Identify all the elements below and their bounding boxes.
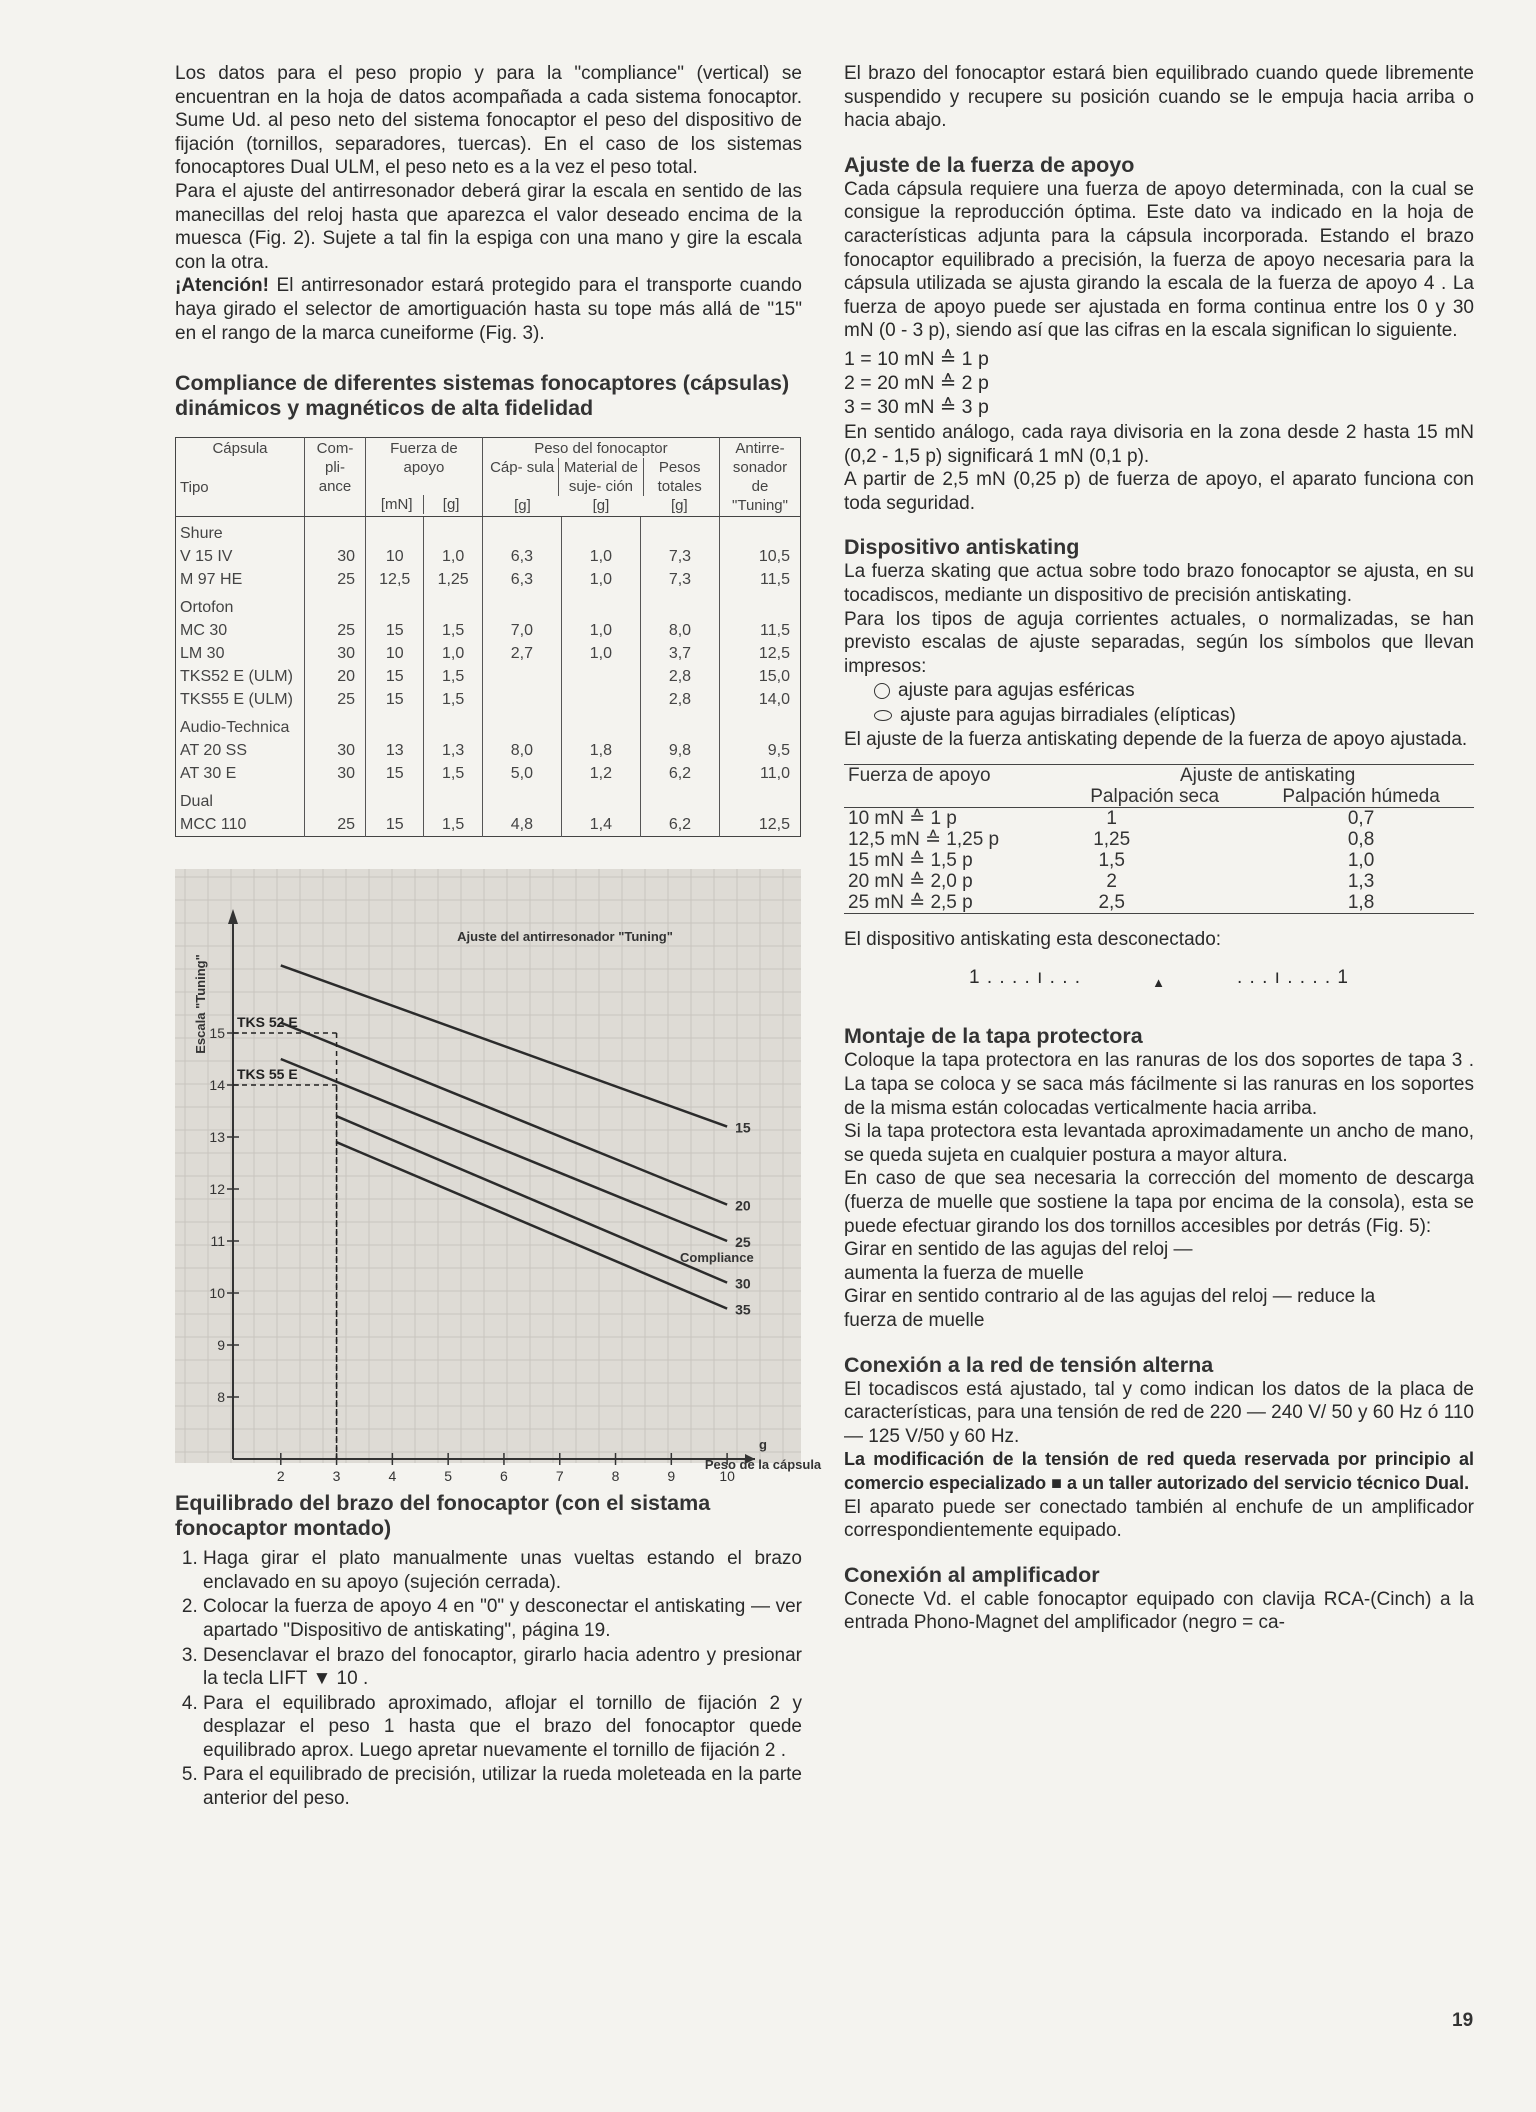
step-5: 5. Para el equilibrado de precisión, utilizar la rueda moleteada en la parte anterior del peso. bbox=[203, 1763, 802, 1810]
y-tick-label: 12 bbox=[209, 1181, 225, 1198]
y-tick-label: 14 bbox=[209, 1077, 225, 1094]
y-axis-label: Escala "Tuning" bbox=[193, 954, 208, 1054]
tuning-chart-svg bbox=[175, 869, 822, 1485]
cell-mn: 15 bbox=[366, 762, 424, 785]
cell-comp: 30 bbox=[305, 545, 366, 568]
symbol-elliptical-label: ajuste para agujas birradiales (elípticas) bbox=[900, 705, 1236, 727]
marker-label: TKS 52 E bbox=[237, 1014, 298, 1031]
cell-mat: 1,0 bbox=[561, 642, 640, 665]
anti-cell-dry: 2 bbox=[1106, 870, 1117, 892]
cell-tot: 7,3 bbox=[640, 545, 719, 568]
table-group-row bbox=[176, 711, 801, 739]
cell-tot: 2,8 bbox=[640, 665, 719, 688]
x-tick-label: 5 bbox=[444, 1468, 453, 1485]
table-group-row bbox=[176, 591, 801, 619]
header-capsula: Cápsula Tipo bbox=[176, 438, 305, 517]
cell-cap: 6,3 bbox=[482, 545, 561, 568]
symbol-elliptical bbox=[844, 703, 1474, 728]
antiskating-paragraph-3: El ajuste de la fuerza antiskating depende de la fuerza de apoyo ajustada. bbox=[844, 729, 1468, 751]
cell-tot: 2,8 bbox=[640, 688, 719, 711]
cell-tot: 6,2 bbox=[640, 813, 719, 837]
table-row bbox=[176, 545, 801, 568]
cell-tun: 9,5 bbox=[720, 739, 801, 762]
cell-cap: 8,0 bbox=[482, 739, 561, 762]
cell-tot: 8,0 bbox=[640, 619, 719, 642]
anti-cell-force: 15 mN ≙ 1,5 p bbox=[848, 849, 973, 871]
series-label: 30 bbox=[735, 1275, 751, 1292]
anti-row bbox=[844, 850, 1474, 871]
anti-cell-force: 20 mN ≙ 2,0 p bbox=[848, 870, 973, 892]
cell-tun: 12,5 bbox=[720, 642, 801, 665]
cell-g: 1,5 bbox=[424, 688, 482, 711]
table-group-name: Shure bbox=[180, 525, 223, 543]
step-3: 3. Desenclavar el brazo del fonocaptor, girarlo hacia adentro y presionar la tecla LIFT ▼ 10 . bbox=[203, 1644, 802, 1691]
cell-comp: 30 bbox=[305, 739, 366, 762]
amp-paragraph: Conecte Vd. el cable fonocaptor equipado con clavija RCA-(Cinch) a la entrada Phono-Magnet del amplificador (negro = ca- bbox=[844, 1588, 1474, 1634]
antiskating-table-body bbox=[844, 807, 1474, 913]
series-label: 20 bbox=[735, 1197, 751, 1214]
series-line bbox=[281, 1023, 727, 1205]
tuning-chart bbox=[175, 869, 822, 1485]
antiskating-scale bbox=[969, 967, 1349, 990]
series-label: 15 bbox=[735, 1119, 751, 1136]
scale-mark-icon: ▲ bbox=[1152, 975, 1166, 991]
antiskating-heading: Dispositivo antiskating bbox=[844, 535, 1080, 560]
cell-mat: 1,4 bbox=[561, 813, 640, 837]
x-tick-label: 10 bbox=[719, 1468, 735, 1485]
cell-mat bbox=[561, 665, 640, 688]
marker-label: TKS 55 E bbox=[237, 1066, 298, 1083]
cell-mn: 10 bbox=[366, 545, 424, 568]
x-tick-label: 7 bbox=[555, 1468, 564, 1485]
cell-g: 1,3 bbox=[424, 739, 482, 762]
antiskating-paragraph-1: La fuerza skating que actua sobre todo brazo fonocaptor se ajusta, en su tocadiscos, mediante un dispositivo de precisión antiskating. bbox=[844, 561, 1474, 606]
x-tick-label: 2 bbox=[276, 1468, 285, 1485]
x-tick-label: 8 bbox=[611, 1468, 620, 1485]
cell-comp: 30 bbox=[305, 762, 366, 785]
intro-paragraph-1: Los datos para el peso propio y para la "compliance" (vertical) se encuentran en la hoja de datos acompañada a cada sistema fonocaptor. Sume Ud. al peso neto del sistema fonocaptor el peso del dispositivo de fijación (tornillos, separadores, tuercas). En el caso de los sistemas fonocaptores Dual ULM, el peso neto es a la vez el peso total. bbox=[175, 63, 802, 179]
cell-comp: 25 bbox=[305, 568, 366, 591]
cover-paragraph-3: En caso de que sea necesaria la corrección del momento de descarga (fuerza de muelle que sostiene la tapa por encima de la consola), esta se puede efectuar girando los dos tornillos accesibles por detrás (Fig. 5): bbox=[844, 1168, 1474, 1237]
left-column bbox=[175, 62, 822, 1812]
x-axis-unit: g bbox=[759, 1437, 767, 1453]
step-2: 2. Colocar la fuerza de apoyo 4 en "0" y desconectar el antiskating — ver apartado "Dispositivo de antiskating", página 19. bbox=[203, 1595, 802, 1642]
anti-header-dry: Palpación seca bbox=[1061, 786, 1248, 808]
cell-mn: 15 bbox=[366, 813, 424, 837]
cell-cap: 5,0 bbox=[482, 762, 561, 785]
attention-label: ¡Atención! bbox=[175, 275, 269, 297]
cell-tun: 15,0 bbox=[720, 665, 801, 688]
cell-tipo: AT 20 SS bbox=[180, 742, 247, 760]
cell-tun: 11,5 bbox=[720, 568, 801, 591]
anti-row bbox=[844, 892, 1474, 914]
symbol-spherical-label: ajuste para agujas esféricas bbox=[898, 680, 1135, 702]
cover-paragraph-1: Coloque la tapa protectora en las ranuras de los dos soportes de tapa 3 . La tapa se coloca y se saca más fácilmente si las ranuras en los soportes de la misma están colocadas verticalmente hacia arriba. bbox=[844, 1050, 1474, 1119]
y-tick-label: 8 bbox=[217, 1389, 225, 1406]
anti-cell-force: 10 mN ≙ 1 p bbox=[848, 807, 957, 829]
cell-mn: 15 bbox=[366, 665, 424, 688]
right-column bbox=[844, 62, 1474, 1635]
force-scale-list bbox=[844, 347, 1474, 419]
cell-comp: 25 bbox=[305, 688, 366, 711]
cell-comp: 25 bbox=[305, 619, 366, 642]
series-line bbox=[337, 1142, 728, 1308]
force-line-1: 1 = 10 mN ≙ 1 p bbox=[844, 347, 989, 370]
x-tick-label: 3 bbox=[332, 1468, 341, 1485]
cell-cap bbox=[482, 688, 561, 711]
cell-g: 1,0 bbox=[424, 642, 482, 665]
force-line-3: 3 = 30 mN ≙ 3 p bbox=[844, 395, 989, 418]
attention-text: El antirresonador estará protegido para el transporte cuando haya girado el selector de amortiguación hasta su tope más allá de "15" en el rango de la marca cuneiforme (Fig. 3). bbox=[175, 275, 802, 344]
intro-paragraph-2: Para el ajuste del antirresonador deberá girar la escala en sentido de las manecillas del reloj hasta que aparezca el valor deseado encima de la muesca (Fig. 2). Sujete a tal fin la espiga con una mano y gire la escala con la otra. bbox=[175, 180, 802, 273]
cell-mat: 1,0 bbox=[561, 619, 640, 642]
table-row bbox=[176, 762, 801, 785]
anti-cell-wet: 1,8 bbox=[1347, 891, 1375, 913]
y-tick-label: 13 bbox=[209, 1129, 225, 1146]
anti-row bbox=[844, 807, 1474, 829]
mains-paragraph-2: La modificación de la tensión de red queda reservada por principio al comercio especializado ■ a un taller autorizado del servicio técnico Dual. bbox=[844, 1449, 1474, 1493]
y-axis-arrow-icon bbox=[228, 909, 238, 924]
table-group-name: Dual bbox=[180, 793, 213, 811]
cell-tot: 9,8 bbox=[640, 739, 719, 762]
cell-g: 1,5 bbox=[424, 619, 482, 642]
header-peso: Peso del fonocaptor Cáp- sula Material de suje- ción Pesos totales [g] [g] [g] bbox=[482, 438, 719, 517]
table-row bbox=[176, 568, 801, 591]
table-row bbox=[176, 619, 801, 642]
cell-cap: 2,7 bbox=[482, 642, 561, 665]
cell-tipo: MC 30 bbox=[180, 622, 228, 640]
step-4: 4. Para el equilibrado aproximado, aflojar el tornillo de fijación 2 y desplazar el peso 1 hasta que el brazo del fonocaptor quede equilibrado aprox. Luego apretar nuevamente el tornillo de fijación 2 . bbox=[203, 1692, 802, 1763]
cell-tipo: LM 30 bbox=[180, 645, 225, 663]
cell-g: 1,25 bbox=[424, 568, 482, 591]
anti-cell-dry: 2,5 bbox=[1098, 891, 1125, 913]
anti-cell-wet: 1,0 bbox=[1347, 849, 1375, 871]
balance-heading: Equilibrado del brazo del fonocaptor (con el sistama fonocaptor montado) bbox=[175, 1491, 711, 1541]
series-line bbox=[281, 966, 727, 1127]
cell-tun: 11,5 bbox=[720, 619, 801, 642]
anti-header-wet: Palpación húmeda bbox=[1248, 786, 1474, 808]
antiskating-off-paragraph: El dispositivo antiskating esta desconectado: bbox=[844, 928, 1222, 950]
compliance-table-body bbox=[176, 517, 801, 837]
anti-cell-wet: 0,7 bbox=[1347, 807, 1375, 829]
header-antirresonador: Antirre- sonador de "Tuning" bbox=[720, 438, 801, 517]
cell-mn: 15 bbox=[366, 619, 424, 642]
balanced-paragraph: El brazo del fonocaptor estará bien equilibrado cuando quede libremente suspendido y recupere su posición cuando se le empuja hacia arriba o hacia abajo. bbox=[844, 63, 1474, 132]
cell-mn: 12,5 bbox=[366, 568, 424, 591]
anti-header-adjust: Ajuste de antiskating bbox=[1179, 764, 1356, 786]
table-group-name: Audio-Technica bbox=[180, 719, 290, 737]
series-label: 35 bbox=[735, 1301, 751, 1318]
circle-icon bbox=[874, 683, 890, 699]
table-group-row bbox=[176, 785, 801, 813]
cell-tot: 7,3 bbox=[640, 568, 719, 591]
anti-cell-wet: 0,8 bbox=[1347, 828, 1375, 850]
legend-title: Compliance bbox=[680, 1249, 754, 1265]
cell-g: 1,5 bbox=[424, 762, 482, 785]
cell-mat: 1,0 bbox=[561, 545, 640, 568]
force-paragraph-2: En sentido análogo, cada raya divisoria en la zona desde 2 hasta 15 mN (0,2 - 1,5 p) significará 1 mN (0,1 p). bbox=[844, 421, 1474, 467]
scale-left: 1 . . . . ı . . . bbox=[969, 967, 1082, 989]
symbol-spherical bbox=[844, 678, 1474, 703]
force-paragraph: Cada cápsula requiere una fuerza de apoyo determinada, con la cual se consigue la reproducción óptima. Este dato va indicado en la hoja de características adjunta para la cápsula incorporada. Estando el brazo fonocaptor equilibrado a precisión, la fuerza de apoyo necesaria para la cápsula utilizada se ajusta girando la escala de la fuerza de apoyo 4 . La fuerza de apoyo puede ser ajustada en forma continua entre los 0 y 30 mN (0 - 3 p), siendo así que las cifras en la escala significan lo siguiente. bbox=[844, 178, 1474, 342]
antiskating-table bbox=[844, 764, 1474, 914]
cell-tun: 12,5 bbox=[720, 813, 801, 837]
cell-tipo: V 15 IV bbox=[180, 548, 233, 566]
cell-tipo: MCC 110 bbox=[180, 816, 247, 834]
table-group-row bbox=[176, 517, 801, 546]
balance-steps bbox=[175, 1547, 802, 1811]
header-fuerza: Fuerza de apoyo [mN] [g] bbox=[366, 438, 483, 517]
cell-cap: 4,8 bbox=[482, 813, 561, 837]
table-row bbox=[176, 642, 801, 665]
anti-cell-dry: 1 bbox=[1106, 807, 1117, 829]
compliance-heading: Compliance de diferentes sistemas fonocaptores (cápsulas) dinámicos y magnéticos de alta fidelidad bbox=[175, 371, 790, 421]
series-label: 25 bbox=[735, 1234, 751, 1251]
cell-mat: 1,8 bbox=[561, 739, 640, 762]
compliance-table bbox=[175, 437, 801, 837]
cell-g: 1,5 bbox=[424, 665, 482, 688]
cell-cap: 7,0 bbox=[482, 619, 561, 642]
cell-mat bbox=[561, 688, 640, 711]
cell-cap: 6,3 bbox=[482, 568, 561, 591]
cell-g: 1,0 bbox=[424, 545, 482, 568]
table-row bbox=[176, 665, 801, 688]
table-row bbox=[176, 688, 801, 711]
cell-tun: 11,0 bbox=[720, 762, 801, 785]
cell-tipo: TKS52 E (ULM) bbox=[180, 668, 293, 686]
anti-cell-dry: 1,25 bbox=[1093, 828, 1131, 850]
anti-cell-force: 12,5 mN ≙ 1,25 p bbox=[848, 828, 1000, 850]
anti-cell-dry: 1,5 bbox=[1098, 849, 1125, 871]
anti-cell-force: 25 mN ≙ 2,5 p bbox=[848, 891, 973, 913]
cell-tun: 14,0 bbox=[720, 688, 801, 711]
mains-paragraph-1: El tocadiscos está ajustado, tal y como indican los datos de la placa de características, para una tensión de red de 220 — 240 V/ 50 y 60 Hz ó 110 — 125 V/50 y 60 Hz. bbox=[844, 1378, 1474, 1447]
x-tick-label: 9 bbox=[667, 1468, 676, 1485]
cell-tun: 10,5 bbox=[720, 545, 801, 568]
chart-title: Ajuste del antirresonador "Tuning" bbox=[457, 929, 673, 945]
cell-tot: 6,2 bbox=[640, 762, 719, 785]
anti-cell-wet: 1,3 bbox=[1347, 870, 1375, 892]
cover-heading: Montaje de la tapa protectora bbox=[844, 1024, 1143, 1049]
x-axis-label: Peso de la cápsula bbox=[704, 1457, 822, 1473]
y-tick-label: 10 bbox=[209, 1285, 225, 1302]
mains-heading: Conexión a la red de tensión alterna bbox=[844, 1352, 1214, 1377]
cell-mat: 1,0 bbox=[561, 568, 640, 591]
antiskating-paragraph-2: Para los tipos de aguja corrientes actuales, o normalizadas, se han previsto escalas de ajuste separadas, según los símbolos que llevan impresos: bbox=[844, 608, 1474, 677]
table-row bbox=[176, 813, 801, 837]
force-paragraph-3: A partir de 2,5 mN (0,25 p) de fuerza de apoyo, el aparato funciona con toda seguridad. bbox=[844, 469, 1474, 514]
cell-tipo: M 97 HE bbox=[180, 571, 243, 589]
mains-paragraph-3: El aparato puede ser conectado también al enchufe de un amplificador correspondientemente equipado. bbox=[844, 1496, 1474, 1542]
cell-g: 1,5 bbox=[424, 813, 482, 837]
anti-header-force: Fuerza de apoyo bbox=[848, 764, 991, 786]
force-heading: Ajuste de la fuerza de apoyo bbox=[844, 152, 1135, 177]
y-tick-label: 9 bbox=[217, 1337, 225, 1354]
cell-tipo: AT 30 E bbox=[180, 765, 237, 783]
cell-comp: 30 bbox=[305, 642, 366, 665]
table-group-name: Ortofon bbox=[180, 599, 234, 617]
amp-heading: Conexión al amplificador bbox=[844, 1562, 1100, 1587]
attention-paragraph bbox=[175, 274, 802, 345]
ellipse-icon bbox=[874, 710, 892, 721]
anti-row bbox=[844, 829, 1474, 850]
cell-mn: 15 bbox=[366, 688, 424, 711]
cell-cap bbox=[482, 665, 561, 688]
anti-row bbox=[844, 871, 1474, 892]
cover-paragraph-2: Si la tapa protectora esta levantada aproximadamente un ancho de mano, se queda sujeta en cualquier postura a mayor altura. bbox=[844, 1121, 1474, 1166]
x-tick-label: 6 bbox=[500, 1468, 508, 1485]
cover-paragraph-5: Girar en sentido contrario al de las agujas del reloj — reduce la fuerza de muelle bbox=[844, 1286, 1376, 1331]
y-tick-label: 11 bbox=[210, 1233, 225, 1250]
cell-tipo: TKS55 E (ULM) bbox=[180, 691, 293, 709]
x-tick-label: 4 bbox=[388, 1468, 397, 1485]
table-row bbox=[176, 739, 801, 762]
y-tick-label: 15 bbox=[209, 1025, 225, 1042]
cell-mn: 10 bbox=[366, 642, 424, 665]
scale-right: . . . ı . . . . 1 bbox=[1236, 967, 1349, 989]
force-line-2: 2 = 20 mN ≙ 2 p bbox=[844, 371, 989, 394]
cell-comp: 25 bbox=[305, 813, 366, 837]
cell-mn: 13 bbox=[366, 739, 424, 762]
step-1: 1. Haga girar el plato manualmente unas vueltas estando el brazo enclavado en su apoyo (sujeción cerrada). bbox=[203, 1547, 802, 1594]
cell-tot: 3,7 bbox=[640, 642, 719, 665]
cell-comp: 20 bbox=[305, 665, 366, 688]
header-compliance: Com- pli- ance bbox=[305, 438, 366, 517]
cell-mat: 1,2 bbox=[561, 762, 640, 785]
cover-paragraph-4: Girar en sentido de las agujas del reloj — aumenta la fuerza de muelle bbox=[844, 1239, 1193, 1284]
page-number: 19 bbox=[1452, 2010, 1474, 2031]
